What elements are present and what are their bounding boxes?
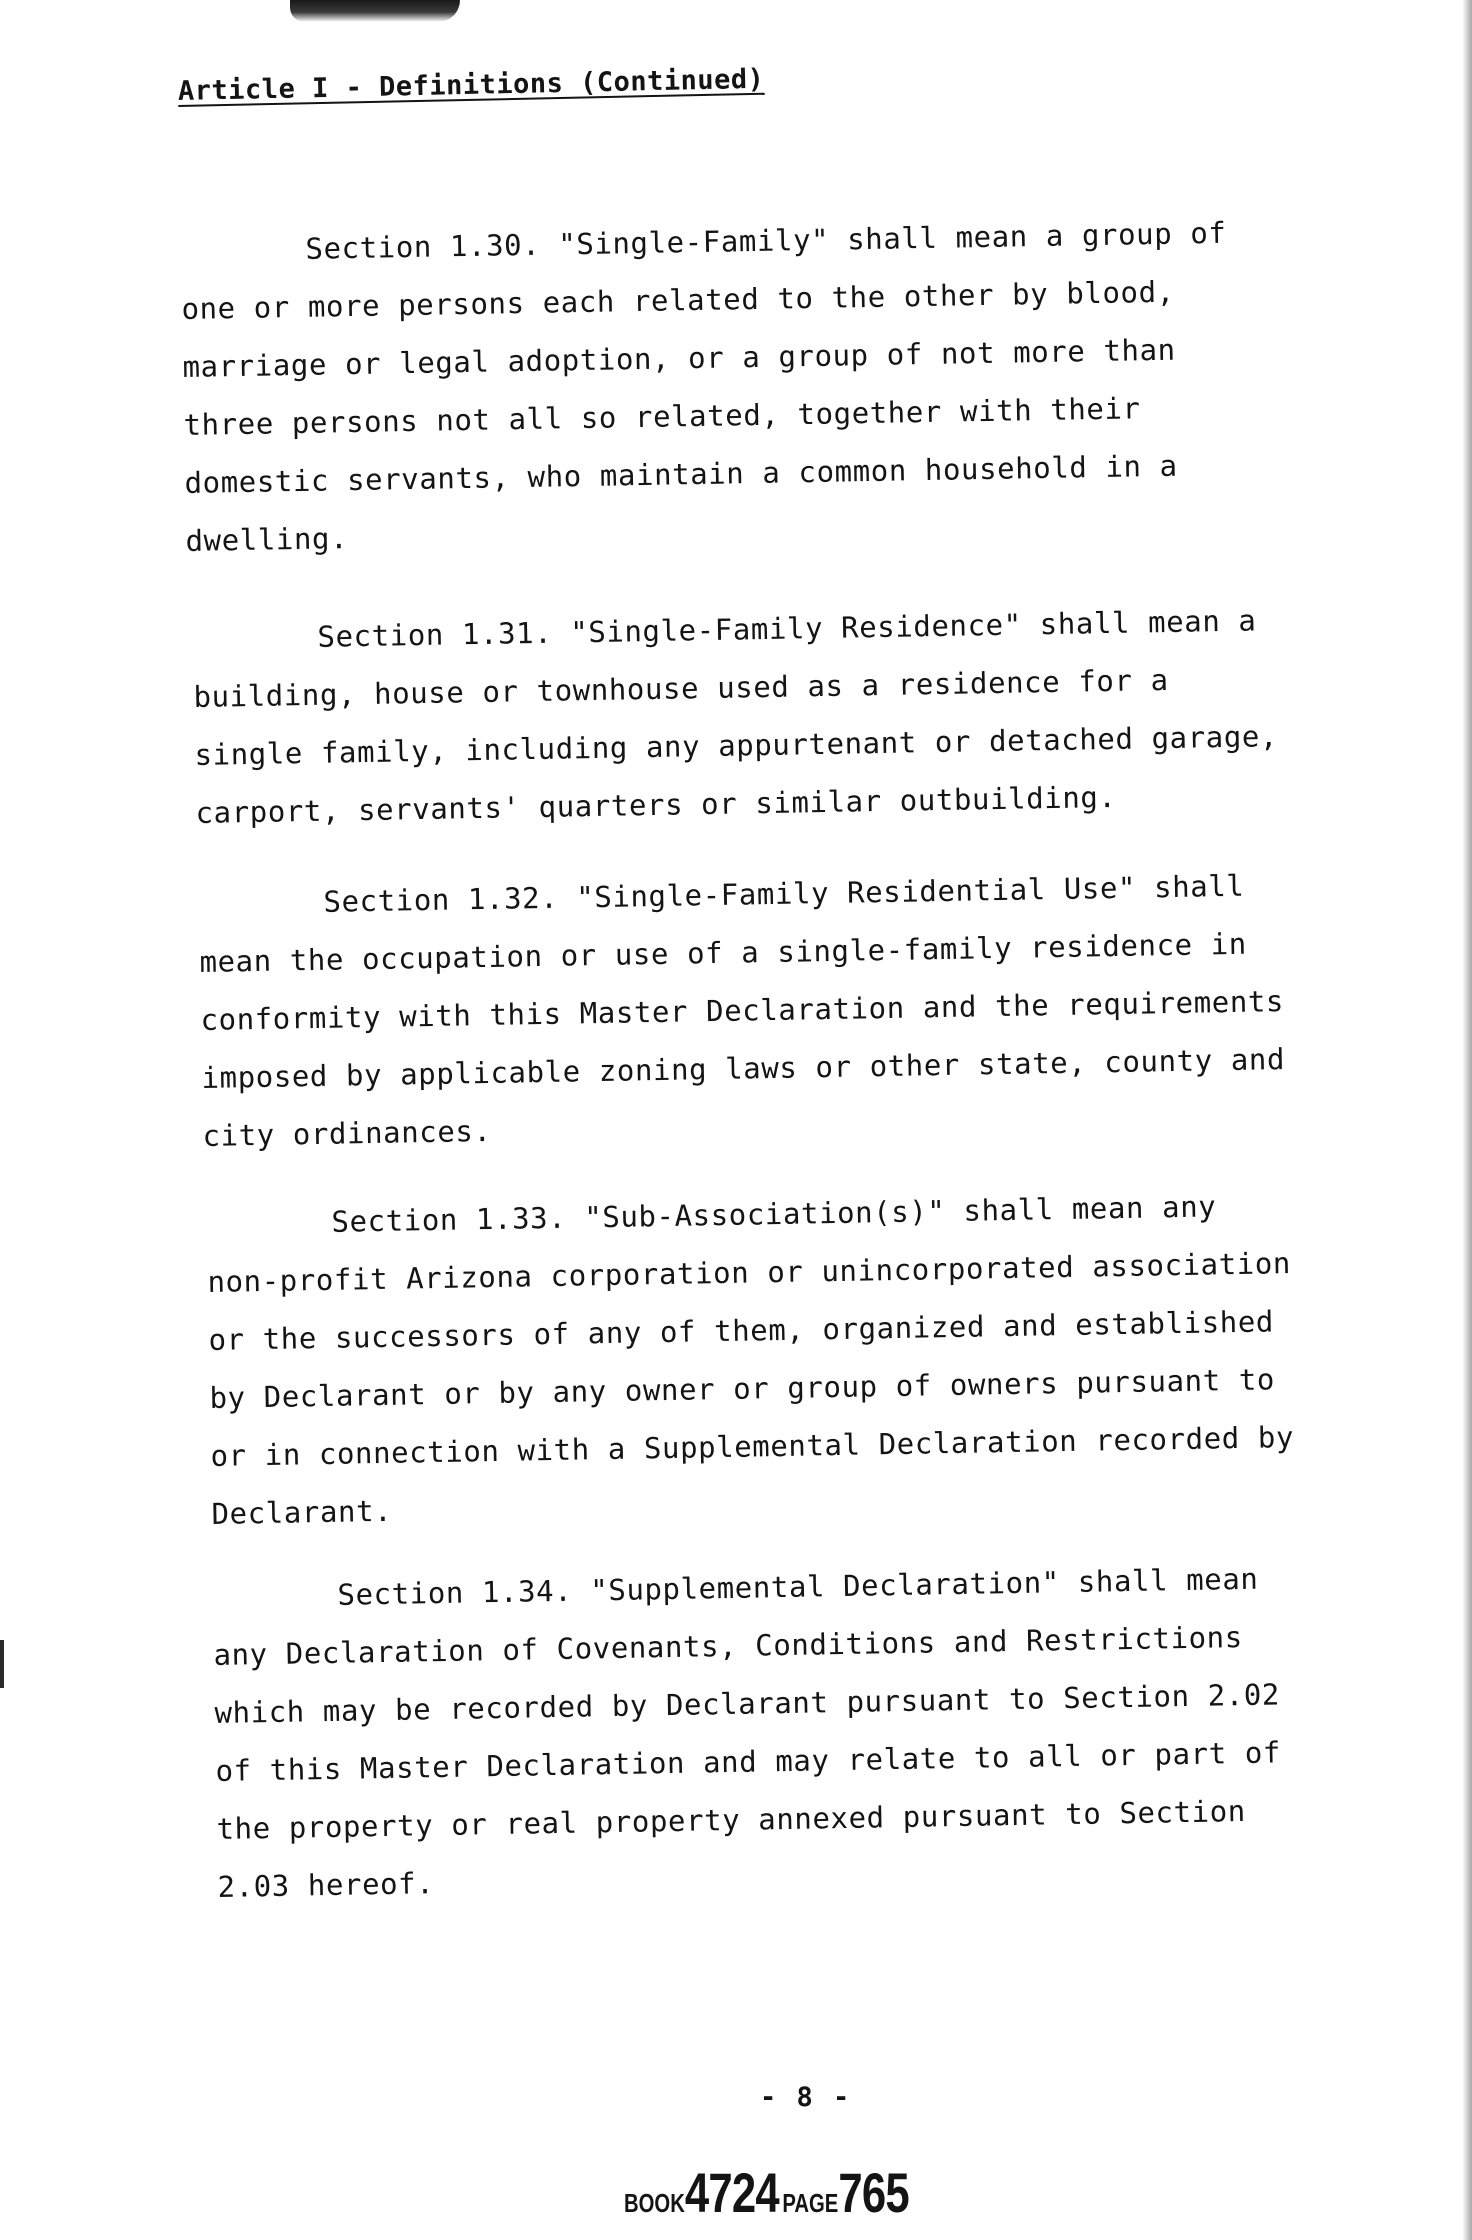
article-heading: Article I - Definitions (Continued) bbox=[177, 63, 765, 107]
book-label: BOOK bbox=[624, 2188, 685, 2218]
book-number: 4724 bbox=[684, 2161, 779, 2224]
page-label: PAGE bbox=[782, 2188, 839, 2218]
page-edge-shadow bbox=[1462, 0, 1472, 2240]
section-1-30: Section 1.30. "Single-Family" shall mean a group of one or more persons each related to the other by blood, marriage or legal adoption, or a group of not more than three persons not all so related, together with their domestic servants, who maintain a common household in a dwelling. bbox=[181, 215, 1227, 558]
page-edge-mark bbox=[0, 1640, 4, 1688]
section-1-34: Section 1.34. "Supplemental Declaration" shall mean any Declaration of Covenants, Conditions and Restrictions which may be recorded by Declarant pursuant to Section 2.02 of this Master Declaration and may relate to all or part of the property or real property annexed pursuant to Section 2.03 hereof. bbox=[213, 1561, 1282, 1904]
section-1-32: Section 1.32. "Single-Family Residential Use" shall mean the occupation or use of a single-family residence in conformity with this Master Declaration and the requirements imposed by applicable zoning laws or other state, county and city ordinances. bbox=[199, 868, 1286, 1153]
section-1-31: Section 1.31. "Single-Family Residence" shall mean a building, house or townhouse used as a residence for a single family, including any appurtenant or detached garage, carport, servants' quarters or similar outbuilding. bbox=[193, 603, 1279, 830]
page-number: - 8 - bbox=[760, 2082, 852, 2113]
section-1-33: Section 1.33. "Sub-Association(s)" shall mean any non-profit Arizona corporation or unincorporated association or the successors of any of them, organized and established by Declarant or by any owner or group of owners pursuant to or in connection with a Supplemental Declaration recorded by Declarant. bbox=[207, 1189, 1295, 1531]
scan-artifact bbox=[290, 0, 460, 22]
book-page-stamp bbox=[624, 2160, 909, 2225]
page-value: 765 bbox=[838, 2161, 909, 2224]
